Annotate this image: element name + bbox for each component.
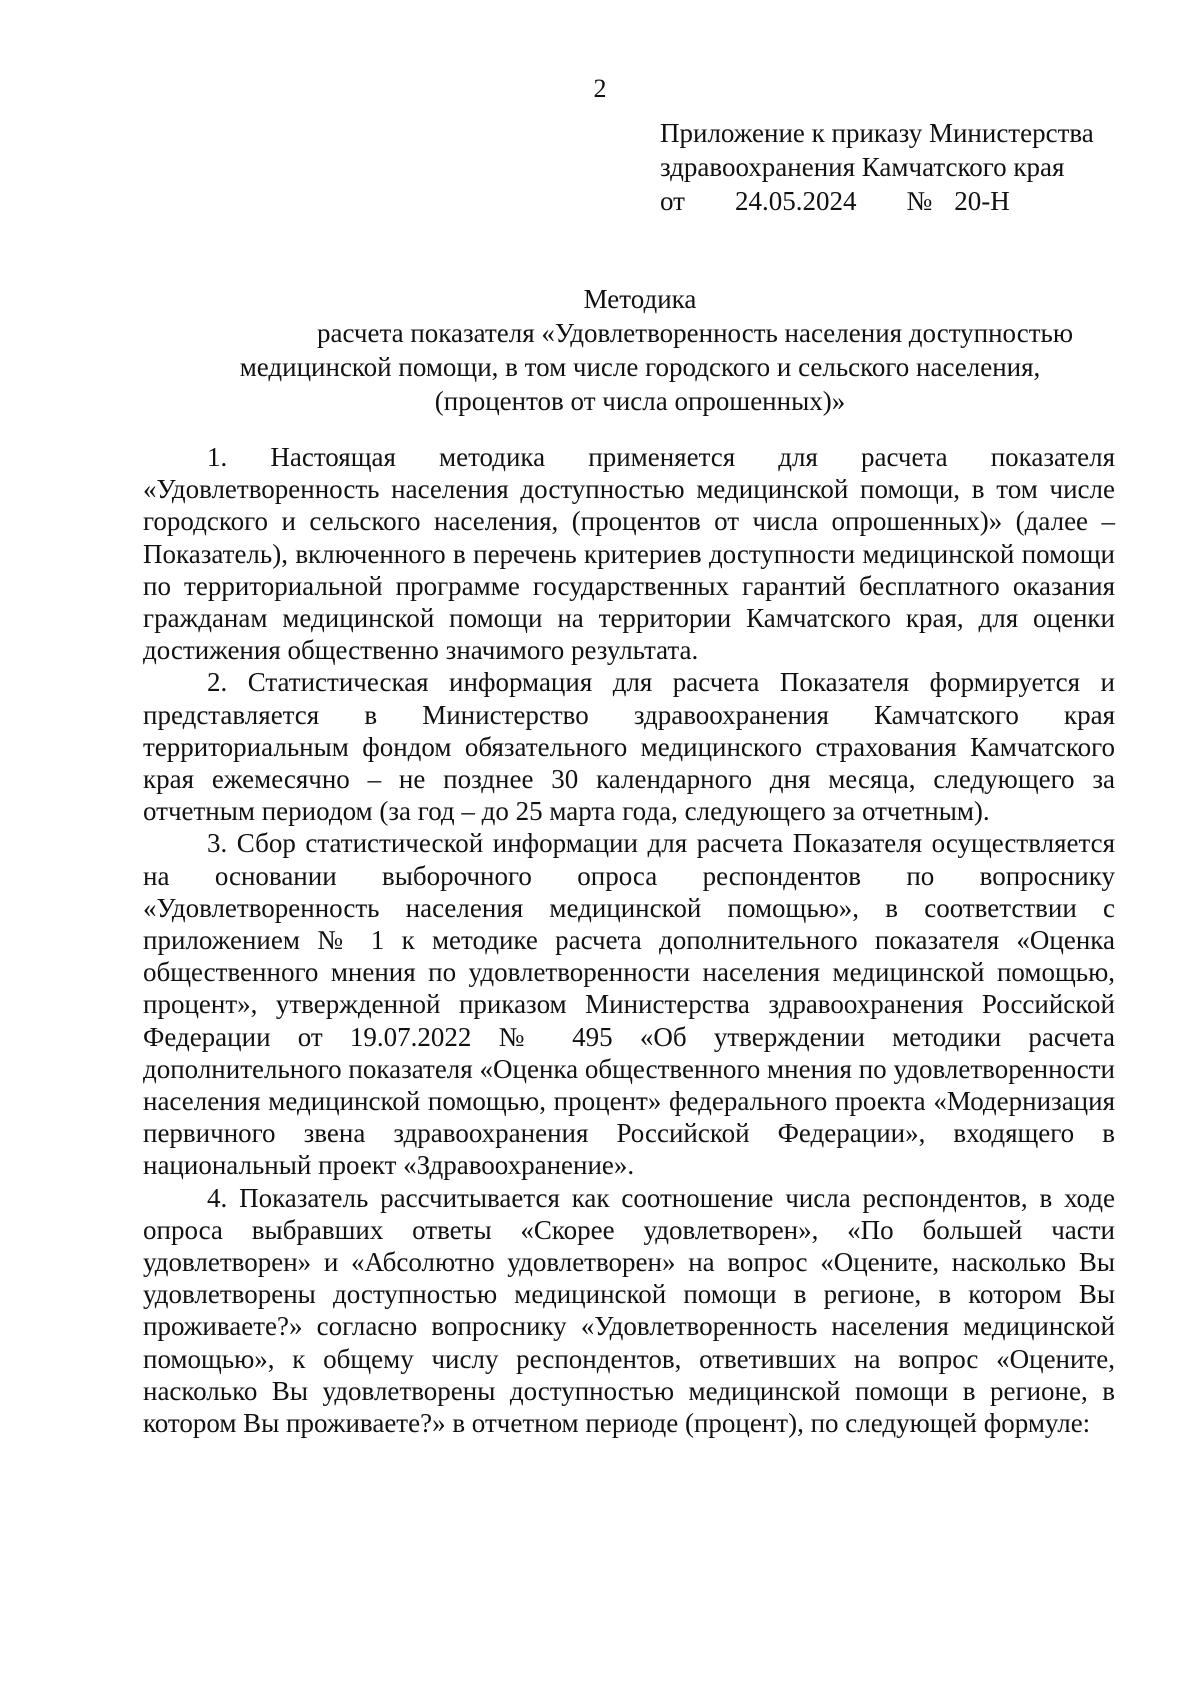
- title-line-3: медицинской помощи, в том числе городского и сельского населения,: [239, 352, 1041, 382]
- appendix-date-line: [660, 184, 1140, 218]
- paragraph-1: 1. Настоящая методика применяется для расчета показателя «Удовлетворенность населения доступностью медицинской помощи, в том числе городского и сельского населения, (процентов от числа опрошенных)» (далее – Показатель), включенного в перечень критериев доступности медицинской помощи по территориальной программе государственных гарантий бесплатного оказания гражданам медицинской помощи на территории Камчатского края, для оценки достижения общественно значимого результата.: [143, 442, 1115, 666]
- title-line-2: расчета показателя «Удовлетворенность населения доступностью: [317, 318, 1073, 348]
- appendix-header: [660, 116, 1140, 218]
- page-number: 2: [593, 74, 607, 103]
- order-number: 20-Н: [954, 186, 1010, 216]
- title-line-1: Методика: [583, 284, 697, 314]
- appendix-line-2: здравоохранения Камчатского края: [660, 152, 1065, 182]
- appendix-line-1: Приложение к приказу Министерства: [660, 118, 1094, 148]
- order-date: 24.05.2024: [734, 186, 857, 216]
- title-line-4: (процентов от числа опрошенных)»: [434, 386, 846, 416]
- number-sign: №: [906, 186, 933, 216]
- from-label: от: [660, 186, 685, 216]
- document-body: [143, 441, 1115, 1439]
- paragraph-3: 3. Сбор статистической информации для расчета Показателя осуществляется на основании выборочного опроса респондентов по вопроснику «Удовлетворенность населения медицинской помощью», в соответствии с приложением № 1 к методике расчета дополнительного показателя «Оценка общественного мнения по удовлетворенности населения медицинской помощью, процент», утвержденной приказом Министерства здравоохранения Российской Федерации от 19.07.2022 № 495 «Об утверждении методики расчета дополнительного показателя «Оценка общественного мнения по удовлетворенности населения медицинской помощью, процент» федерального проекта «Модернизация первичного звена здравоохранения Российской Федерации», входящего в национальный проект «Здравоохранение».: [143, 828, 1115, 1181]
- paragraph-4: 4. Показатель рассчитывается как соотношение числа респондентов, в ходе опроса выбравших ответы «Скорее удовлетворен», «По большей части удовлетворен» и «Абсолютно удовлетворен» на вопрос «Оцените, насколько Вы удовлетворены доступностью медицинской помощи в регионе, в котором Вы проживаете?» согласно вопроснику «Удовлетворенность населения медицинской помощью», к общему числу респондентов, ответивших на вопрос «Оцените, насколько Вы удовлетворены доступностью медицинской помощи в регионе, в котором Вы проживаете?» в отчетном периоде (процент), по следующей формуле:: [143, 1182, 1115, 1439]
- paragraph-2: 2. Статистическая информация для расчета Показателя формируется и представляется в Министерство здравоохранения Камчатского края территориальным фондом обязательного медицинского страхования Камчатского края ежемесячно – не позднее 30 календарного дня месяца, следующего за отчетным периодом (за год – до 25 марта года, следующего за отчетным).: [143, 667, 1115, 827]
- document-title: [140, 282, 1140, 418]
